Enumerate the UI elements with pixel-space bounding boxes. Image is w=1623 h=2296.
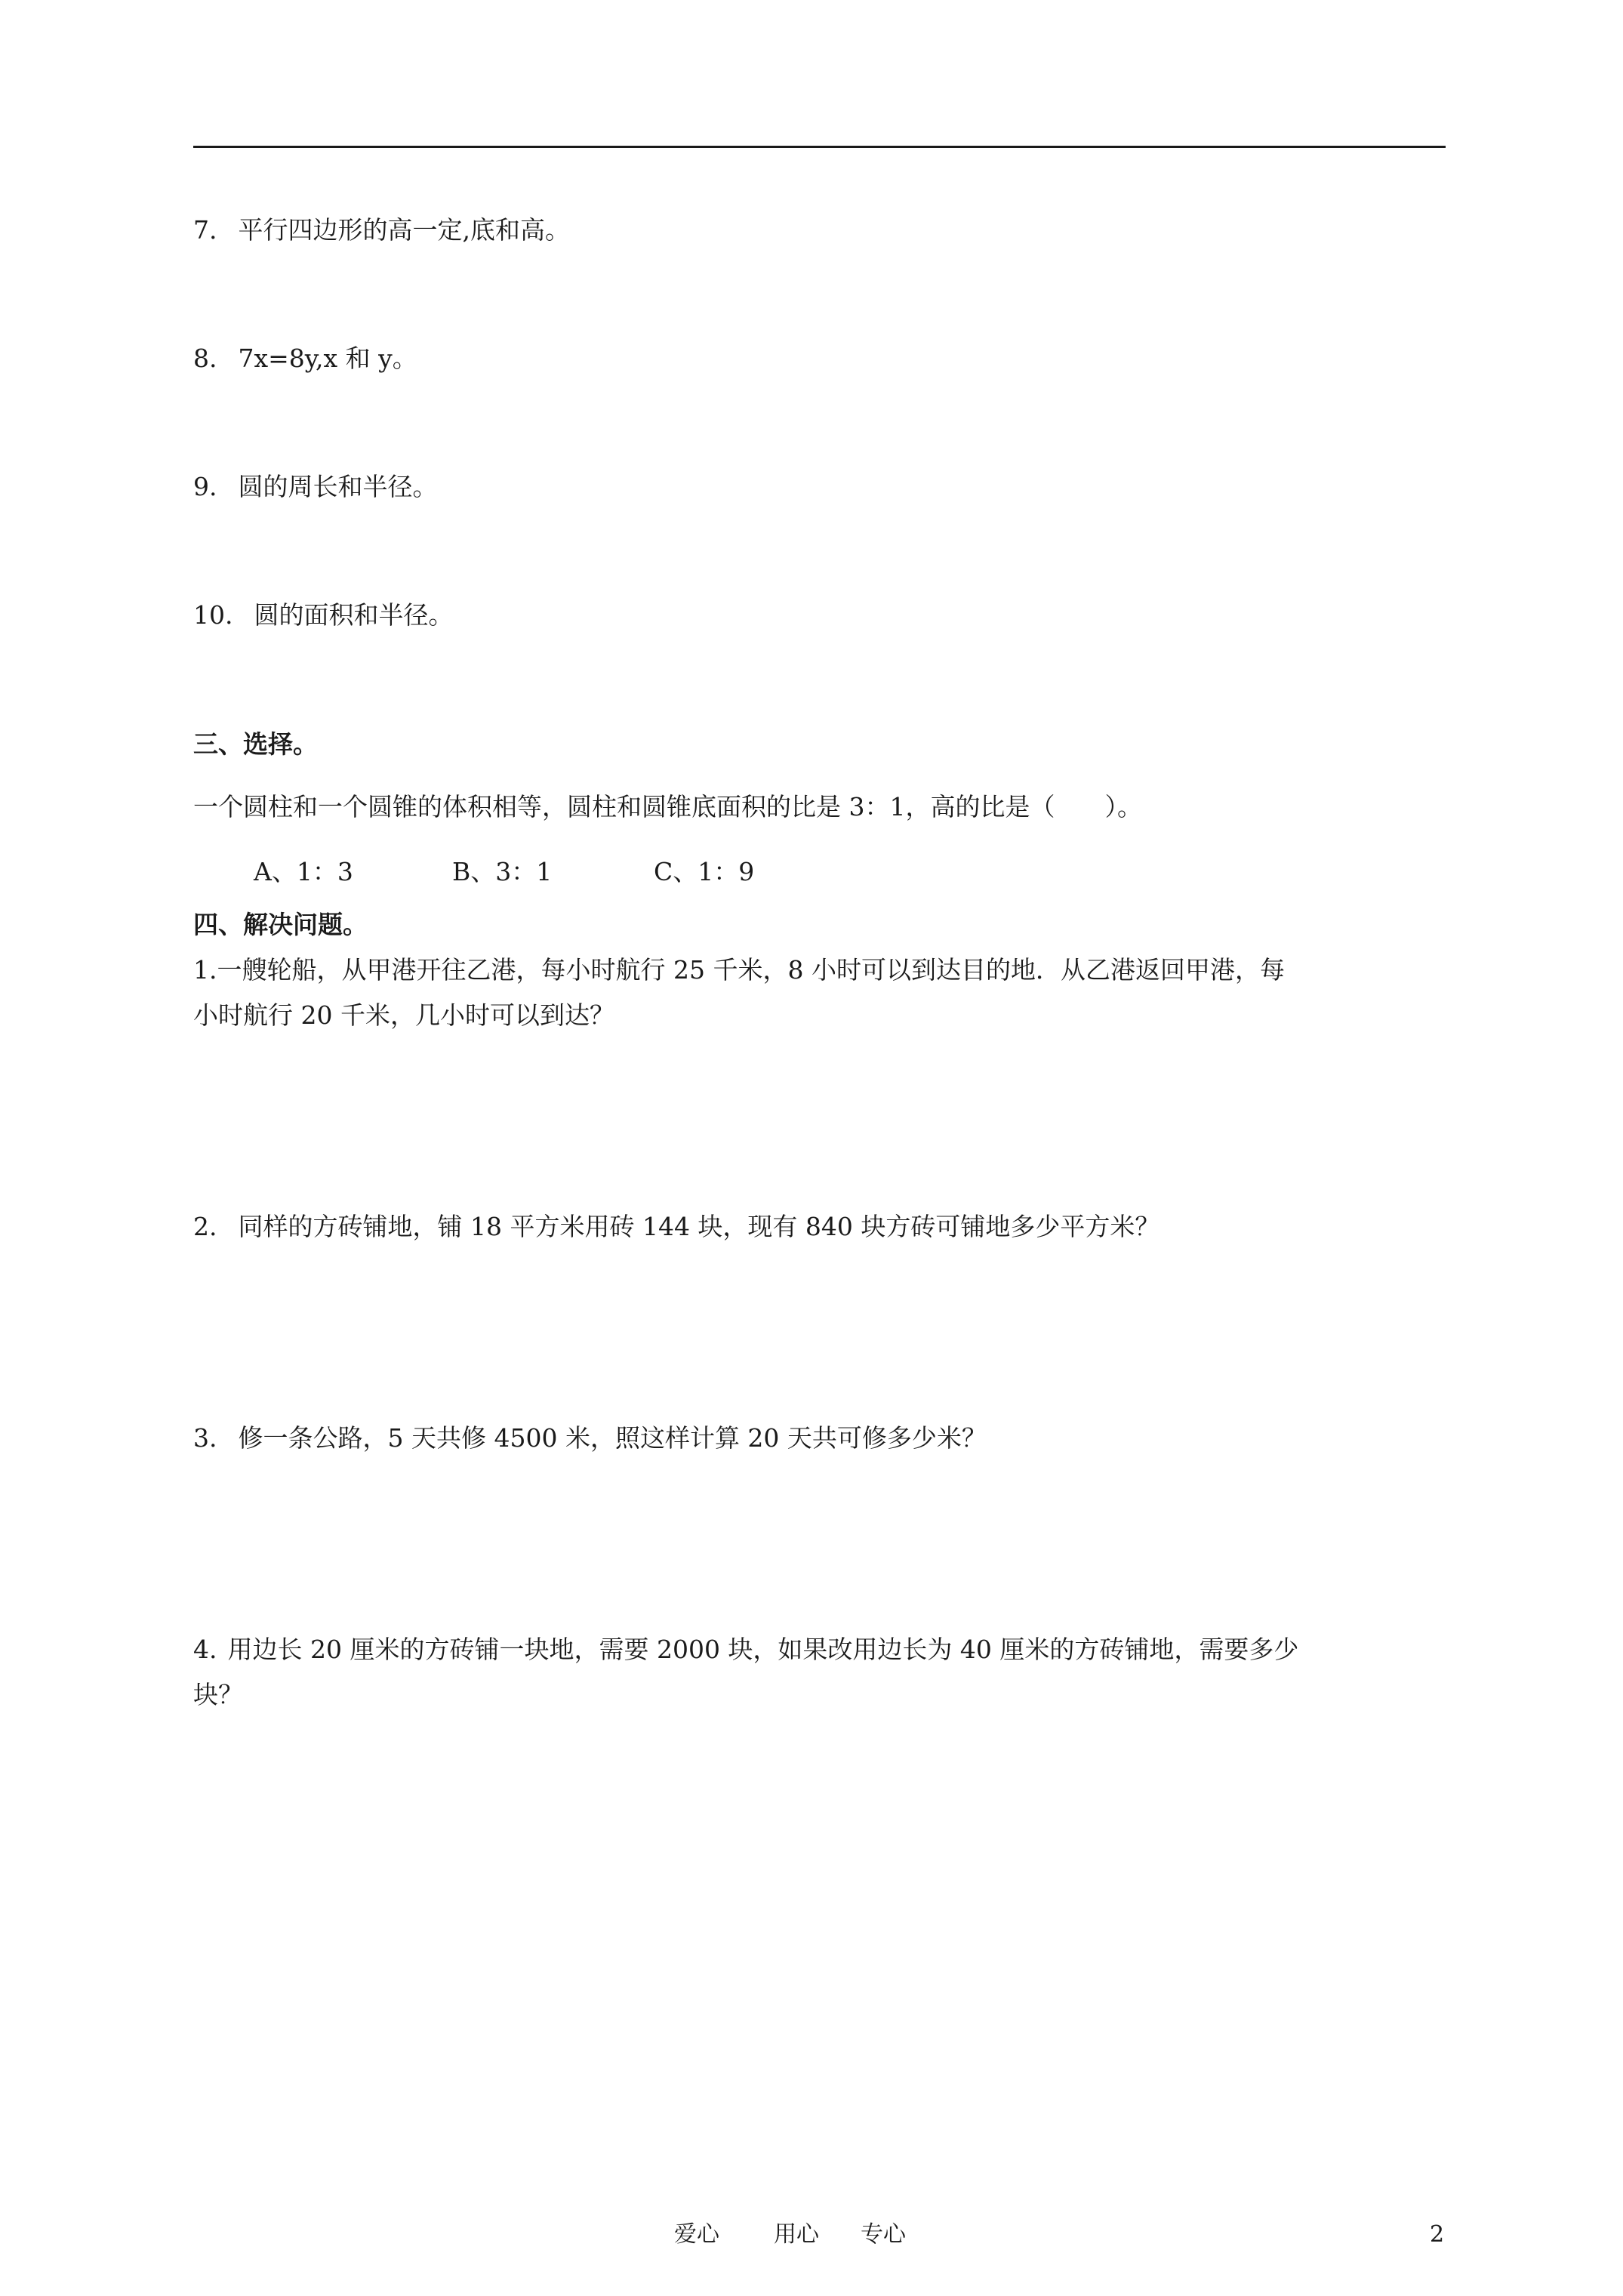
choice-question: 一个圆柱和一个圆锥的体积相等，圆柱和圆锥底面积的比是 3：1，高的比是（ ）。	[193, 792, 1142, 821]
judgement-item-9	[193, 470, 438, 504]
item-number: 8.	[193, 344, 217, 373]
problem-number: 4.	[193, 1635, 217, 1664]
problem-text: 同样的方砖铺地，铺 18 平方米用砖 144 块，现有 840 块方砖可铺地多少平方米？	[238, 1212, 1160, 1241]
footer-slogan-3: 专心	[861, 2221, 906, 2248]
item-number: 10.	[193, 600, 233, 630]
item-text: 圆的周长和半径。	[238, 472, 438, 501]
problem-1-line-1	[193, 954, 1285, 987]
item-number: 7.	[193, 215, 217, 245]
problem-text: 修一条公路，5 天共修 4500 米，照这样计算 20 天共可修多少米？	[238, 1423, 987, 1453]
problem-4-line-1	[193, 1633, 1298, 1666]
problem-number: 3.	[193, 1423, 217, 1453]
problem-text: 用边长 20 厘米的方砖铺一块地，需要 2000 块，如果改用边长为 40 厘米的方砖铺地，需要多少	[227, 1635, 1299, 1664]
section-heading-problems: 四、解决问题。	[193, 910, 368, 939]
header-rule	[193, 146, 1446, 148]
page-number: 2	[1430, 2221, 1445, 2248]
problem-number: 1.	[193, 955, 217, 985]
problem-4-line-2: 块？	[193, 1680, 243, 1709]
judgement-item-7	[193, 214, 570, 247]
item-number: 9.	[193, 472, 217, 501]
item-text: 圆的面积和半径。	[254, 600, 454, 630]
footer-slogan-1: 爱心	[674, 2221, 719, 2248]
footer-slogan-2: 用心	[774, 2221, 819, 2248]
problem-text: 一艘轮船，从甲港开往乙港，每小时航行 25 千米，8 小时可以到达目的地．从乙港返回甲港，每	[217, 955, 1285, 985]
problem-2	[193, 1210, 1160, 1244]
option-a: A、1：3	[254, 857, 353, 886]
option-b: B、3：1	[452, 857, 553, 886]
option-c: C、1：9	[654, 857, 755, 886]
section-heading-choice: 三、选择。	[193, 729, 318, 759]
problem-1-line-2: 小时航行 20 千米，几小时可以到达？	[193, 1000, 614, 1030]
judgement-item-10	[193, 599, 453, 632]
item-text: 7x=8y,x 和 y。	[238, 344, 417, 373]
problem-3	[193, 1422, 987, 1455]
judgement-item-8	[193, 342, 417, 375]
problem-number: 2.	[193, 1212, 217, 1241]
item-text: 平行四边形的高一定,底和高。	[238, 215, 570, 245]
